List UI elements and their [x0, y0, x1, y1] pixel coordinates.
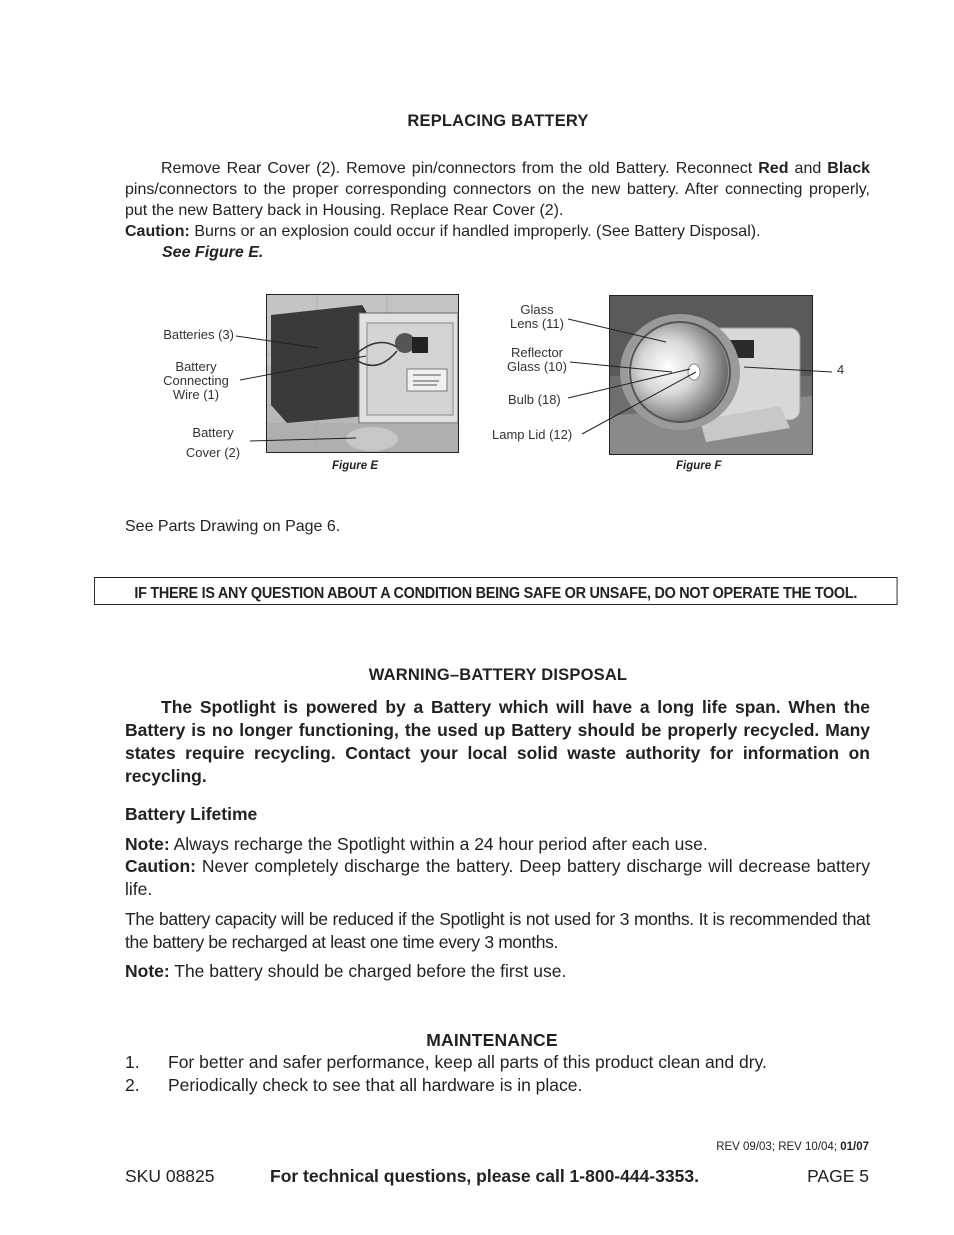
- label-reflector-glass: [500, 346, 574, 374]
- red-word: Red: [758, 160, 789, 177]
- label-reflector-glass-line1: Reflector: [510, 345, 564, 360]
- see-figure-e: See Figure E.: [162, 244, 264, 261]
- note-1-label: Note:: [125, 834, 170, 854]
- black-word: Black: [827, 160, 870, 177]
- footer-sku: SKU 08825: [125, 1166, 215, 1186]
- maintenance-item-1-number: 1.: [125, 1052, 140, 1072]
- maintenance-item-2: [125, 1074, 870, 1097]
- parts-drawing-reference: See Parts Drawing on Page 6.: [125, 518, 341, 535]
- replacing-text-b: and: [788, 160, 828, 177]
- revision-note-b: 01/07: [840, 1141, 869, 1153]
- label-lamp-lid: Lamp Lid (12): [492, 427, 573, 442]
- replacing-text-a: Remove Rear Cover (2). Remove pin/connectors from the old Battery. Reconnect: [161, 160, 759, 177]
- lifetime-caution-label: Caution:: [125, 856, 196, 876]
- maintenance-item-2-number: 2.: [125, 1075, 140, 1095]
- disposal-heading: WARNING–BATTERY DISPOSAL: [368, 666, 628, 684]
- label-battery-wire-line1: Battery: [175, 359, 217, 374]
- maintenance-heading: MAINTENANCE: [426, 1030, 558, 1050]
- note-2-text: The battery should be charged before the first use.: [169, 961, 567, 981]
- maintenance-item-1: [125, 1051, 870, 1074]
- disposal-paragraph: The Spotlight is powered by a Battery which will have a long life span. When the Battery is no longer functioning, the used up Battery should be properly recycled. Many states require recycling. Contact your local solid waste authority for information on recycling.: [125, 697, 870, 786]
- note-1-text: Always recharge the Spotlight within a 24 hour period after each use.: [169, 834, 708, 854]
- label-bulb: Bulb (18): [508, 392, 561, 407]
- replacing-heading: REPLACING BATTERY: [407, 112, 589, 130]
- caution-text: Burns or an explosion could occur if handled improperly. (See Battery Disposal).: [189, 223, 761, 240]
- replacing-text-c: pins/connectors to the proper corresponding connectors on the new battery. After connecting properly, put the new Battery back in Housing. Replace Rear Cover (2).: [125, 181, 870, 219]
- lifetime-caution: [125, 855, 870, 901]
- label-glass-lens-line2: Lens (11): [510, 316, 564, 331]
- label-glass-lens: [500, 303, 574, 331]
- label-battery-wire-line3: Wire (1): [172, 387, 220, 402]
- maintenance-item-2-text: Periodically check to see that all hardware is in place.: [168, 1075, 583, 1095]
- revision-note: [716, 1141, 869, 1153]
- lifetime-note-1: [125, 833, 870, 856]
- label-batteries: Batteries (3): [163, 327, 234, 342]
- figure-f-leaders: [0, 0, 954, 500]
- label-glass-lens-line1: Glass: [520, 302, 554, 317]
- safety-warning-box: IF THERE IS ANY QUESTION ABOUT A CONDITION BEING SAFE OR UNSAFE, DO NOT OPERATE THE TOOL.: [94, 577, 898, 605]
- lifetime-caution-text: Never completely discharge the battery. Deep battery discharge will decrease battery life.: [125, 856, 870, 899]
- footer-page-number: PAGE 5: [807, 1166, 869, 1186]
- lifetime-note-2: [125, 960, 870, 983]
- label-battery-wire-line2: Connecting: [163, 373, 229, 388]
- footer-phone: For technical questions, please call 1-800-444-3353.: [270, 1166, 699, 1186]
- caution-label: Caution:: [125, 223, 190, 240]
- figure-e-caption: Figure E: [332, 460, 379, 472]
- figure-f-caption: Figure F: [676, 460, 722, 472]
- label-reflector-glass-line2: Glass (10): [507, 359, 567, 374]
- note-2-label: Note:: [125, 961, 170, 981]
- label-battery-cover-line1: Battery: [192, 425, 234, 440]
- maintenance-item-1-text: For better and safer performance, keep all parts of this product clean and dry.: [168, 1052, 767, 1072]
- lifetime-capacity: The battery capacity will be reduced if the Spotlight is not used for 3 months. It is recommended that the battery be recharged at least one time every 3 months.: [125, 909, 870, 952]
- lifetime-heading: Battery Lifetime: [125, 804, 258, 824]
- label-battery-cover-line2: Cover (2): [185, 445, 241, 460]
- label-four: 4: [837, 362, 845, 377]
- revision-note-a: REV 09/03; REV 10/04;: [716, 1141, 841, 1153]
